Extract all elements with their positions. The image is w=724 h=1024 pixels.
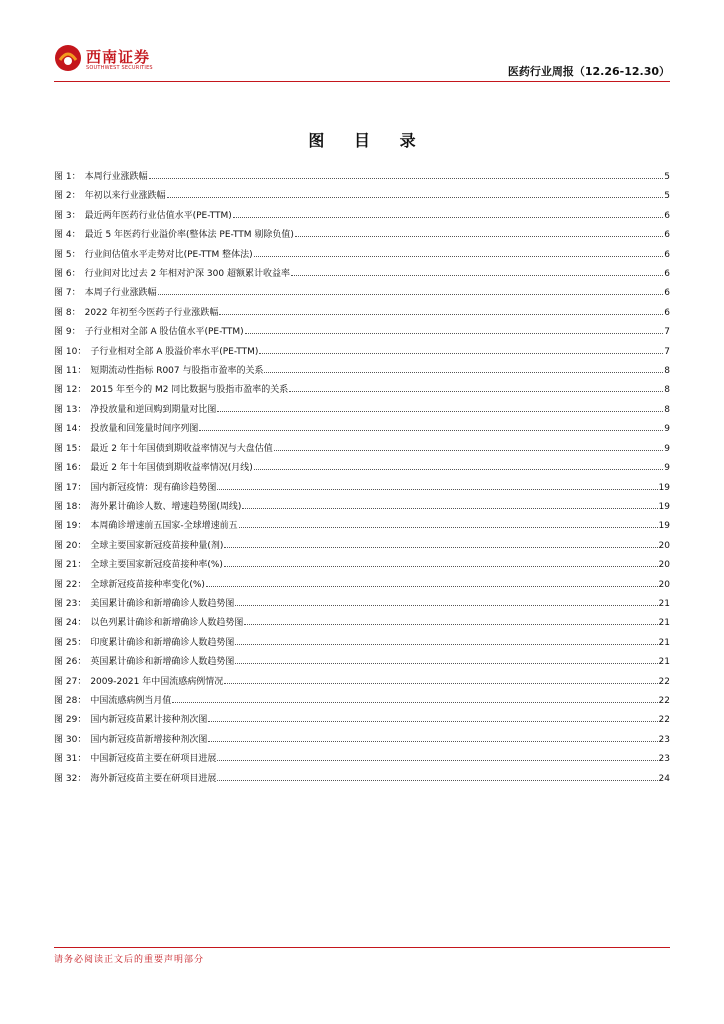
toc-entry-label [54,229,294,241]
toc-entry-title: 本周确诊增速前五国家-全球增速前五 [90,521,238,532]
toc-entry-number: 图 27： [54,676,87,687]
toc-entry-title: 英国累计确诊和新增确诊人数趋势图 [90,657,235,668]
toc-entry-title: 子行业相对全部 A 股估值水平(PE-TTM) [84,327,244,338]
toc-dot-leader [259,353,663,354]
toc-entry-label [54,287,157,299]
toc-page-number: 5 [664,172,670,182]
toc-dot-leader [149,178,664,179]
toc-dot-leader [245,333,664,334]
toc-entry-title: 最近 5 年医药行业溢价率(整体法 PE-TTM 剔除负值) [84,230,294,241]
toc-entry-number: 图 14： [54,424,87,435]
toc-entry-label [54,714,207,726]
toc-entry-number: 图 4： [54,230,81,241]
toc-page-number: 9 [664,424,670,435]
toc-entry-label [54,307,218,319]
toc-page-number: 19 [658,521,670,532]
toc-entry-title: 最近 2 年十年国债到期收益率情况(月线) [90,463,253,474]
toc-entry-title: 本周行业涨跌幅 [84,172,148,182]
toc-dot-leader [264,372,663,373]
toc-entry-number: 图 22： [54,579,87,590]
toc-dot-leader [254,469,663,470]
toc-entry-title: 投放量和回笼量时间序列图 [90,424,199,435]
toc-entry[interactable] [54,656,670,675]
toc-entry-number: 图 10： [54,346,87,357]
toc-entry-number: 图 17： [54,482,87,493]
toc-page-number: 6 [664,269,670,280]
toc-entry-label [54,346,258,358]
toc-entry[interactable] [54,190,670,209]
toc-entry-label [54,423,198,435]
toc-entry-number: 图 16： [54,463,87,474]
toc-entry-label [54,210,232,222]
toc-entry[interactable] [54,734,670,753]
toc-entry-label [54,734,207,746]
toc-page-number: 23 [658,754,670,765]
toc-entry[interactable] [54,540,670,559]
toc-entry[interactable] [54,462,670,481]
toc-entry-number: 图 19： [54,521,87,532]
toc-entry[interactable] [54,365,670,384]
toc-entry-number: 图 12： [54,385,87,396]
toc-entry-title: 全球新冠疫苗接种率变化(%) [90,579,205,590]
toc-entry-title: 国内新冠疫苗新增接种剂次图 [90,734,208,745]
toc-entry-number: 图 26： [54,657,87,668]
toc-entry[interactable] [54,773,670,792]
toc-entry-number: 图 21： [54,560,87,571]
toc-entry[interactable] [54,676,670,695]
toc-dot-leader [217,411,663,412]
toc-dot-leader [224,547,657,548]
toc-entry-title: 以色列累计确诊和新增确诊人数趋势图 [90,618,244,629]
toc-entry-number: 图 7： [54,288,81,299]
toc-dot-leader [158,294,664,295]
toc-entry-number: 图 29： [54,715,87,726]
toc-dot-leader [239,527,658,528]
figure-index-list [54,171,670,792]
toc-entry-number: 图 20： [54,540,87,551]
toc-page-number: 22 [658,715,670,726]
toc-entry-title: 国内新冠疫苗累计接种剂次图 [90,715,208,726]
toc-entry-title: 本周子行业涨跌幅 [84,288,157,299]
toc-entry-label [54,598,234,610]
toc-entry[interactable] [54,326,670,345]
toc-entry-title: 子行业相对全部 A 股溢价率水平(PE-TTM) [90,346,259,357]
toc-entry-title: 短期流动性指标 R007 与股指市盈率的关系 [90,366,264,377]
toc-entry[interactable] [54,753,670,772]
toc-entry-label [54,482,216,494]
toc-entry-label [54,326,244,338]
toc-page-number: 22 [658,695,670,706]
toc-entry[interactable] [54,520,670,539]
toc-page-number: 20 [658,540,670,551]
toc-page-number: 23 [658,734,670,745]
toc-dot-leader [199,430,663,431]
toc-entry-number: 图 24： [54,618,87,629]
toc-dot-leader [172,702,657,703]
toc-entry[interactable] [54,384,670,403]
toc-entry-number: 图 11： [54,366,87,377]
toc-entry[interactable] [54,695,670,714]
toc-dot-leader [289,391,663,392]
toc-page-number: 21 [658,618,670,629]
toc-dot-leader [206,586,658,587]
toc-dot-leader [219,314,663,315]
toc-entry[interactable] [54,404,670,423]
toc-entry-number: 图 1： [54,172,81,182]
toc-entry[interactable] [54,579,670,598]
toc-page-number: 7 [664,327,670,338]
southwest-securities-logo-icon [54,44,82,72]
toc-page-number: 9 [664,443,670,454]
toc-dot-leader [224,566,658,567]
header-divider [54,81,670,82]
toc-entry-title: 行业间对比过去 2 年相对沪深 300 超额累计收益率 [84,269,290,280]
toc-entry-label [54,365,263,377]
company-logo [54,44,174,76]
toc-page-number: 6 [664,288,670,299]
toc-entry-title: 全球主要国家新冠疫苗接种率(%) [90,560,223,571]
toc-entry-number: 图 13： [54,404,87,415]
toc-entry-title: 中国新冠疫苗主要在研项目进展 [90,754,217,765]
toc-page-number: 5 [664,191,670,202]
toc-page-number: 20 [658,579,670,590]
toc-entry-number: 图 3： [54,210,81,221]
toc-entry-title: 国内新冠疫情：现有确诊趋势图 [90,482,217,493]
toc-entry[interactable] [54,210,670,229]
toc-entry-label [54,249,253,261]
toc-entry-number: 图 30： [54,734,87,745]
toc-entry-title: 最近两年医药行业估值水平(PE-TTM) [84,210,232,221]
toc-entry-title: 年初以来行业涨跌幅 [84,191,166,202]
toc-page-number: 21 [658,598,670,609]
toc-entry[interactable] [54,637,670,656]
toc-dot-leader [274,450,663,451]
toc-entry-number: 图 5： [54,249,81,260]
toc-entry-label [54,171,148,183]
toc-entry-label [54,384,288,396]
toc-entry-title: 2022 年初至今医药子行业涨跌幅 [84,307,219,318]
toc-entry-number: 图 15： [54,443,87,454]
toc-dot-leader [244,624,657,625]
toc-page-number: 6 [664,230,670,241]
toc-entry-label [54,443,273,455]
toc-entry-label [54,501,241,513]
toc-entry-title: 海外新冠疫苗主要在研项目进展 [90,773,217,784]
toc-entry-label [54,753,216,765]
toc-title: 图 目 录 [308,131,428,150]
toc-page-number: 8 [664,385,670,396]
toc-page-number: 6 [664,249,670,260]
toc-entry-title: 行业间估值水平走势对比(PE-TTM 整体法) [84,249,253,260]
toc-entry[interactable] [54,714,670,733]
toc-dot-leader [217,760,657,761]
toc-entry-label [54,268,290,280]
toc-entry-label [54,617,243,629]
toc-dot-leader [233,217,664,218]
toc-entry[interactable] [54,307,670,326]
toc-entry-title: 净投放量和逆回购到期量对比图 [90,404,217,415]
toc-page-number: 8 [664,366,670,377]
toc-entry-label [54,579,205,591]
toc-entry-title: 全球主要国家新冠疫苗接种量(剂) [90,540,224,551]
toc-entry[interactable] [54,171,670,190]
toc-page-number: 21 [658,637,670,648]
toc-dot-leader [235,644,657,645]
toc-page-number: 9 [664,463,670,474]
toc-entry-number: 图 2： [54,191,81,202]
toc-dot-leader [167,197,664,198]
toc-entry-title: 海外累计确诊人数、增速趋势图(周线) [90,501,242,512]
toc-entry-number: 图 23： [54,598,87,609]
logo-chinese-name: 西南证券 [86,48,151,66]
toc-entry[interactable] [54,482,670,501]
toc-dot-leader [291,275,663,276]
toc-dot-leader [235,605,657,606]
toc-entry-title: 美国累计确诊和新增确诊人数趋势图 [90,598,235,609]
toc-page-number: 20 [658,560,670,571]
toc-page-number: 21 [658,657,670,668]
toc-entry-number: 图 8： [54,307,81,318]
footer-divider [54,947,670,948]
toc-entry-label [54,676,223,688]
toc-dot-leader [224,683,657,684]
toc-entry[interactable] [54,287,670,306]
toc-entry-number: 图 9： [54,327,81,338]
toc-entry-label [54,462,253,474]
toc-entry-label [54,773,216,785]
toc-entry-label [54,695,171,707]
toc-page-number: 8 [664,404,670,415]
toc-entry[interactable] [54,229,670,248]
logo-english-name: SOUTHWEST SECURITIES [86,65,153,71]
toc-page-number: 6 [664,210,670,221]
toc-entry[interactable] [54,598,670,617]
footer-disclaimer: 请务必阅读正文后的重要声明部分 [54,955,205,965]
toc-entry-number: 图 6： [54,269,81,280]
toc-entry-title: 印度累计确诊和新增确诊人数趋势图 [90,637,235,648]
toc-dot-leader [295,236,663,237]
toc-page-number: 7 [664,346,670,357]
toc-entry-label [54,637,234,649]
toc-entry[interactable] [54,501,670,520]
toc-page-number: 19 [658,501,670,512]
toc-entry-label [54,656,234,668]
toc-dot-leader [208,741,657,742]
toc-entry-title: 2009-2021 年中国流感病例情况 [90,676,224,687]
toc-entry[interactable] [54,559,670,578]
toc-entry[interactable] [54,423,670,442]
toc-page-number: 22 [658,676,670,687]
toc-entry-label [54,520,238,532]
toc-entry[interactable] [54,443,670,462]
toc-dot-leader [242,508,657,509]
toc-page-number: 24 [658,773,670,784]
toc-entry-number: 图 25： [54,637,87,648]
toc-dot-leader [254,256,664,257]
toc-entry-title: 2015 年至今的 M2 同比数据与股指市盈率的关系 [90,385,289,396]
toc-entry-label [54,404,216,416]
toc-entry-label [54,559,223,571]
toc-dot-leader [217,780,657,781]
toc-entry-title: 中国流感病例当月值 [90,695,172,706]
toc-entry[interactable] [54,346,670,365]
toc-entry-number: 图 31： [54,754,87,765]
toc-dot-leader [217,489,657,490]
toc-entry-title: 最近 2 年十年国债到期收益率情况与大盘估值 [90,443,273,454]
toc-entry[interactable] [54,268,670,287]
toc-page-number: 19 [658,482,670,493]
toc-entry-number: 图 32： [54,773,87,784]
toc-entry-number: 图 18： [54,501,87,512]
toc-entry-label [54,540,223,552]
toc-dot-leader [208,721,657,722]
toc-entry-label [54,190,166,202]
toc-page-number: 6 [664,307,670,318]
report-title: 医药行业周报（12.26-12.30） [507,65,670,78]
toc-dot-leader [235,663,657,664]
toc-entry-number: 图 28： [54,695,87,706]
toc-entry[interactable] [54,249,670,268]
toc-entry[interactable] [54,617,670,636]
